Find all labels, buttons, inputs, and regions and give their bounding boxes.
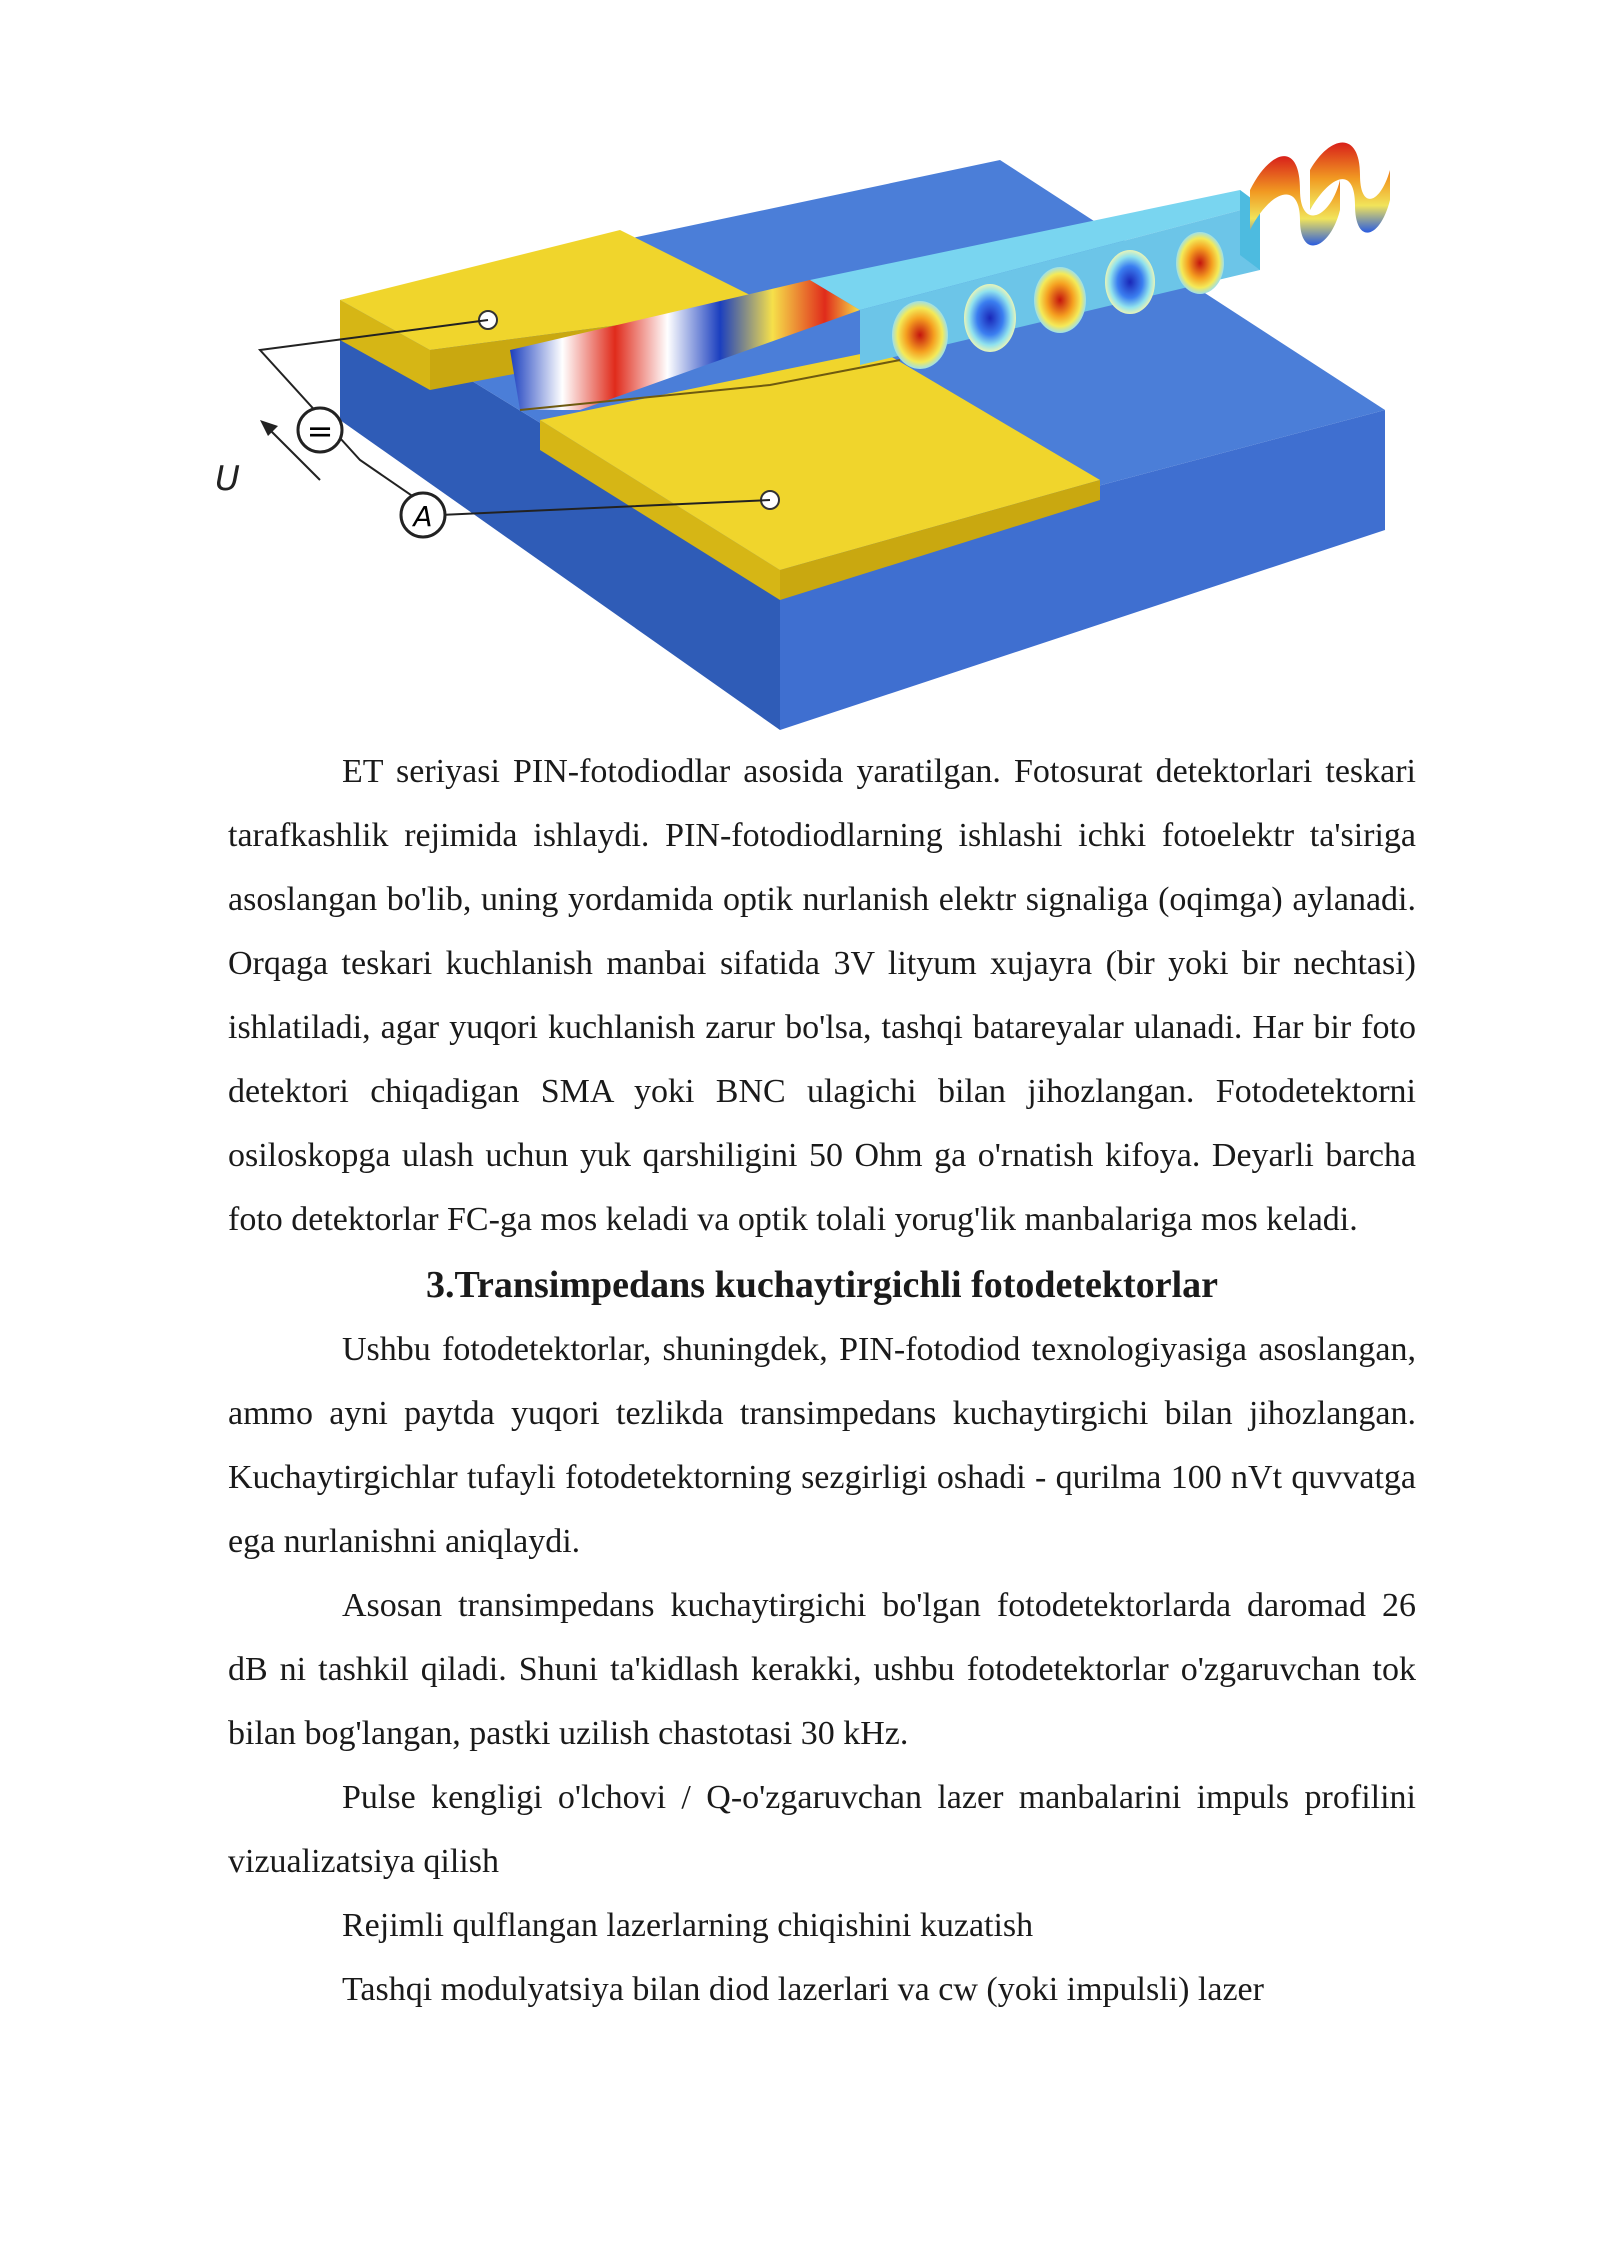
- photodetector-diagram: [215, 150, 1440, 740]
- voltage-arrow-head: [260, 420, 278, 436]
- mode-blob-1: [892, 301, 948, 369]
- paragraph-1: ET seriyasi PIN-fotodiodlar asosida yaratilgan. Fotosurat detektorlari teskari tarafkashlik rejimida ishlaydi. PIN-fotodiodlarning ishlashi ichki fotoelektr ta'siriga asoslangan bo'lib, uning yordamida optik nurlanish elektr signaliga (oqimga) aylanadi. Orqaga teskari kuchlanish manbai sifatida 3V lityum xujayra (bir yoki bir nechtasi) ishlatiladi, agar yuqori kuchlanish zarur bo'lsa, tashqi batareyalar ulanadi. Har bir foto detektori chiqadigan SMA yoki BNC ulagichi bilan jihozlangan. Fotodetektorni osiloskopga ulash uchun yuk qarshiligini 50 Ohm ga o'rnatish kifoya. Deyarli barcha foto detektorlar FC-ga mos keladi va optik tolali yorug'lik manbalariga mos keladi.: [228, 753, 1416, 1238]
- voltage-label: U: [215, 459, 240, 499]
- mode-blob-5: [1176, 232, 1224, 294]
- section-heading: 3.Transimpedans kuchaytirgichli fotodetektorlar: [425, 1264, 1218, 1306]
- voltmeter-symbol: [298, 408, 342, 452]
- body-text: [228, 740, 1416, 2022]
- paragraph-4: Pulse kengligi o'lchovi / Q-o'zgaruvchan lazer manbalarini impuls profilini vizualizatsiya qilish: [228, 1779, 1416, 1880]
- paragraph-5: Rejimli qulflangan lazerlarning chiqishini kuzatish: [342, 1907, 1034, 1944]
- svg-text:A: A: [413, 500, 433, 533]
- photodetector-figure: [215, 150, 1440, 740]
- svg-text:=: =: [306, 412, 334, 450]
- mode-blob-4: [1105, 250, 1155, 314]
- paragraph-2: Ushbu fotodetektorlar, shuningdek, PIN-fotodiod texnologiyasiga asoslangan, ammo ayni paytda yuqori tezlikda transimpedans kuchaytirgichi bilan jihozlangan. Kuchaytirgichlar tufayli fotodetektorning sezgirligi oshadi - qurilma 100 nVt quvvatga ega nurlanishni aniqlaydi.: [228, 1331, 1416, 1560]
- paragraph-6: Tashqi modulyatsiya bilan diod lazerlari va cw (yoki impulsli) lazer: [342, 1971, 1264, 2008]
- ammeter-symbol: [401, 493, 445, 537]
- paragraph-3: Asosan transimpedans kuchaytirgichi bo'lgan fotodetektorlarda daromad 26 dB ni tashkil qiladi. Shuni ta'kidlash kerakki, ushbu fotodetektorlar o'zgaruvchan tok bilan bog'langan, pastki uzilish chastotasi 30 kHz.: [228, 1587, 1416, 1752]
- mode-blob-2: [964, 284, 1016, 352]
- mode-blob-3: [1034, 267, 1086, 333]
